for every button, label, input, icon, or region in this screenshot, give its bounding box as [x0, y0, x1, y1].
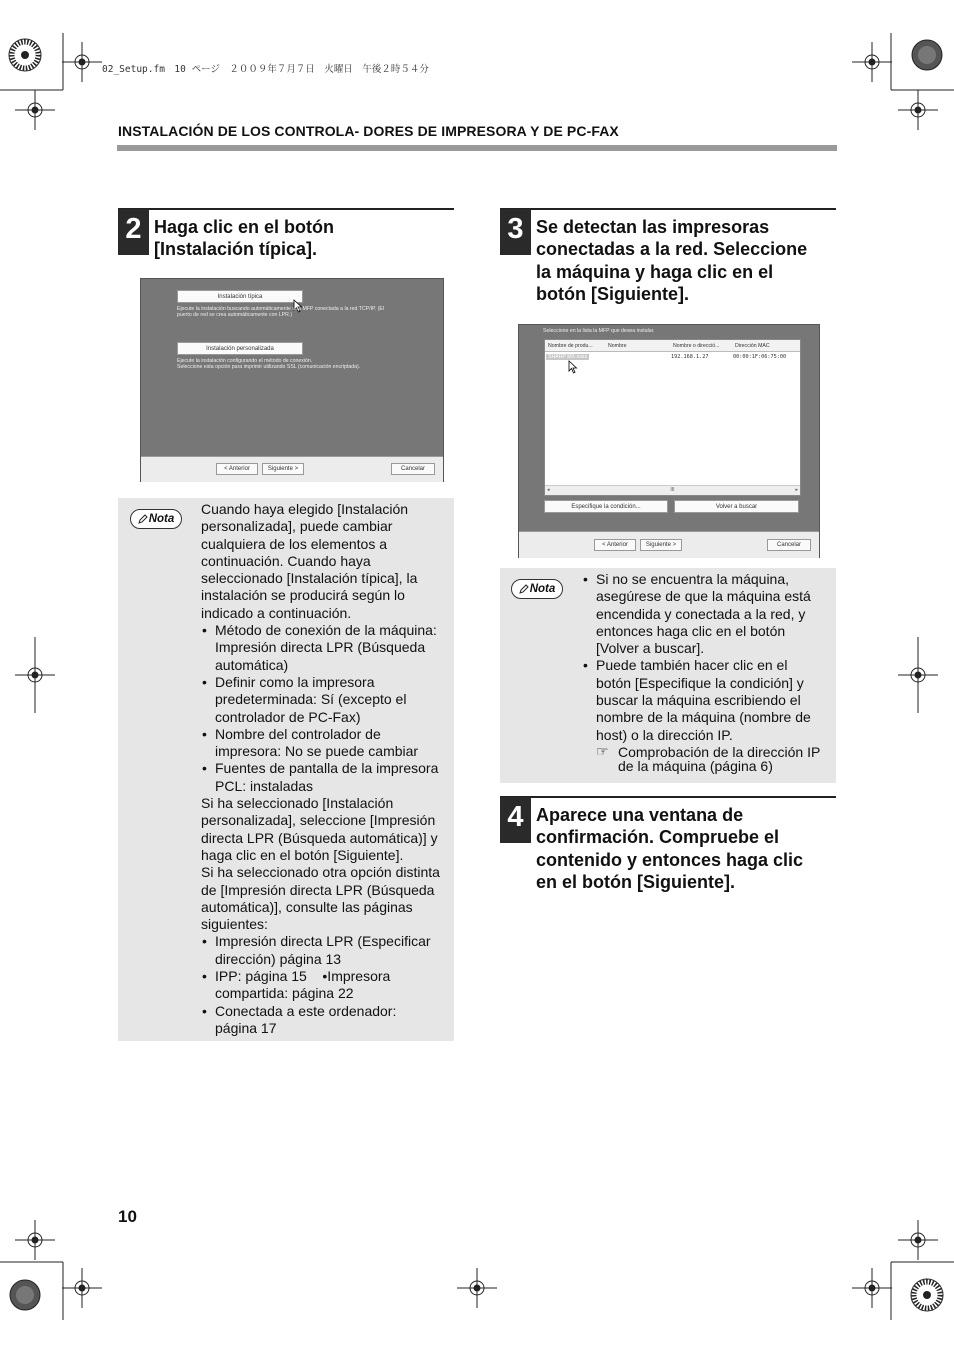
step-2-instruction: Haga clic en el botón [Instalación típica].	[154, 217, 335, 260]
header-rule	[117, 145, 837, 151]
printer-list-header	[545, 340, 800, 352]
typical-install-description: Ejecute la instalación buscando automáticamente una MFP conectada a la red TCP/IP. (El puerto de red se crea automáticamente con LPR.)	[177, 306, 385, 319]
list-item: • Conectada a este ordenador: página 17	[201, 1003, 451, 1038]
step-2-rule	[118, 208, 454, 210]
note-badge: Nota	[130, 509, 182, 529]
step-3-rule	[500, 208, 836, 210]
page-number: 10	[118, 1207, 137, 1226]
next-button[interactable]: Siguiente >	[262, 463, 304, 475]
scroll-left-icon[interactable]: ◂	[547, 487, 550, 493]
cancel-button[interactable]: Cancelar	[767, 539, 811, 551]
list-item: • Definir como la impresora predeterminada: Sí (excepto el controlador de PC-Fax)	[201, 674, 451, 726]
column-product-name[interactable]: Nombre de produ...	[548, 343, 593, 349]
mouse-cursor-icon	[568, 360, 578, 374]
step-2-screenshot	[140, 278, 444, 482]
cancel-button[interactable]: Cancelar	[391, 463, 435, 475]
ip-address-reference: ☞ Comprobación de la dirección IP de la máquina (página 6)	[596, 742, 821, 774]
step-4-rule	[500, 796, 836, 798]
list-item: • Fuentes de pantalla de la impresora PCL: instaladas	[201, 760, 451, 795]
typical-install-button[interactable]: Instalación típica	[177, 290, 303, 303]
step-3-number: 3	[500, 209, 531, 255]
step-2-number: 2	[118, 209, 149, 255]
horizontal-scrollbar[interactable]: ◂ III ▸	[547, 487, 798, 493]
column-mac[interactable]: Dirección MAC	[735, 343, 770, 349]
pointing-hand-icon: ☞	[596, 742, 609, 759]
printer-list-instruction: Seleccione en la lista la MFP que desea instalar.	[543, 328, 655, 334]
step-2-note-text: Cuando haya elegido [Instalación personalizada], puede cambiar cualquiera de los elementos a continuación. Cuando haya seleccionado [Instalación típica], la instalación se producirá según lo indicado a continuación. • Método de conexión de la máquina: Impresión directa LPR (Búsqueda automática) • Definir como la impresora predeterminada: Sí (excepto el controlador de PC-Fax) • Nombre del controlador de impresora: No se puede cambiar • Fuentes de pantalla de la impresora PCL: instaladas Si ha seleccionado [Instalación personalizada], seleccione [Impresión directa LPR (Búsqueda automática)] y haga clic en el botón [Siguiente]. Si ha seleccionado otra opción distinta de [Impresión directa LPR (Búsqueda automática)], consulte las páginas siguientes: • Impresión directa LPR (Especificar dirección) página 13 • IPP: página 15 •Impresora compartida: página 22 • Conectada a este ordenador: página 17	[201, 501, 451, 1037]
default-settings-list	[201, 622, 451, 795]
printer-list-table	[544, 339, 801, 496]
pencil-icon	[519, 584, 529, 594]
column-address[interactable]: Nombre o direcció...	[673, 343, 720, 349]
scroll-right-icon[interactable]: ▸	[795, 487, 798, 493]
wizard-button-bar	[519, 531, 819, 558]
wizard-button-bar	[141, 456, 443, 482]
step-4-number: 4	[500, 797, 531, 843]
note-badge: Nota	[511, 579, 563, 599]
step-2-note	[118, 498, 454, 1041]
pencil-icon	[138, 514, 148, 524]
step-4-instruction: Aparece una ventana de confirmación. Compruebe el contenido y entonces haga clic en el botón [Siguiente].	[536, 805, 804, 893]
step-3-note-text	[582, 571, 832, 773]
print-info: 02_Setup.fm 10 ページ ２００９年７月７日 火曜日 午後２時５４分	[102, 64, 429, 75]
table-row[interactable]: SHARP MX-xxxx 192.168.1.27 00:00:1F:06:75:00	[548, 354, 787, 360]
list-item: • Impresión directa LPR (Especificar dirección) página 13	[201, 933, 451, 968]
list-item: • Nombre del controlador de impresora: No se puede cambiar	[201, 726, 451, 761]
reference-pages-list	[201, 933, 451, 1037]
search-again-button[interactable]: Volver a buscar	[674, 500, 799, 513]
step-3-instruction: Se detectan las impresoras conectadas a la red. Seleccione la máquina y haga clic en el botón [Siguiente].	[536, 217, 808, 305]
custom-install-description: Ejecute la instalación configurando el método de conexión. Seleccione esta opción para imprimir utilizando SSL (comunicación encriptada).	[177, 358, 361, 371]
back-button[interactable]: < Anterior	[594, 539, 636, 551]
back-button[interactable]: < Anterior	[216, 463, 258, 475]
specify-condition-button[interactable]: Especifique la condición...	[544, 500, 668, 513]
list-item: • Método de conexión de la máquina: Impresión directa LPR (Búsqueda automática)	[201, 622, 451, 674]
step-3-screenshot	[518, 324, 820, 558]
custom-install-button[interactable]: Instalación personalizada	[177, 342, 303, 355]
step-3-note	[500, 568, 836, 783]
list-item: • Puede también hacer clic en el botón [Especifique la condición] y buscar la máquina escribiendo el nombre de la máquina (nombre de host) o la dirección IP.	[582, 657, 832, 743]
page-header-title: INSTALACIÓN DE LOS CONTROLA- DORES DE IMPRESORA Y DE PC-FAX	[118, 123, 619, 139]
list-item: • IPP: página 15 •Impresora compartida: página 22	[201, 968, 451, 1003]
list-item: • Si no se encuentra la máquina, asegúrese de que la máquina está encendida y conectada a la red, y entonces haga clic en el botón [Volver a buscar].	[582, 571, 832, 657]
column-name[interactable]: Nombre	[608, 343, 627, 349]
next-button[interactable]: Siguiente >	[640, 539, 682, 551]
